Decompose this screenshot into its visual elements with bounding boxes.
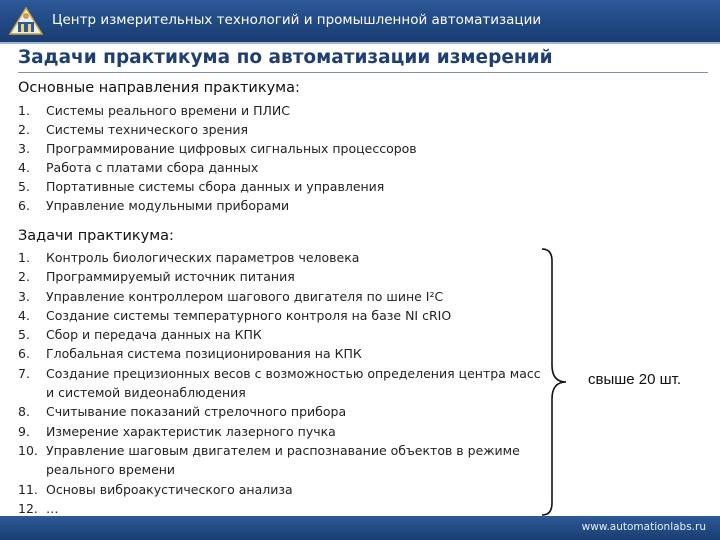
list-item: 9. Измерение характеристик лазерного пучка	[18, 423, 336, 439]
list-item: 10. Управление шаговым двигателем и распознавание объектов в режиме реального времени	[18, 442, 520, 478]
curly-brace-icon	[538, 247, 578, 517]
tasks-heading: Задачи практикума:	[18, 228, 174, 244]
list-item: 5. Сбор и передача данных на КПК	[18, 327, 262, 343]
university-logo-icon	[6, 4, 46, 38]
list-item: 7. Создание прецизионных весов с возможностью определения центра масс и системой видеонаблюдения	[18, 365, 541, 401]
list-item: 11. Основы виброакустического анализа	[18, 481, 293, 497]
list-item: 12. …	[18, 500, 59, 516]
list-item: 6. Управление модульными приборами	[18, 198, 290, 213]
title-divider	[18, 72, 708, 73]
directions-heading: Основные направления практикума:	[18, 80, 300, 96]
list-item: 3. Управление контроллером шагового двигателя по шине I²C	[18, 288, 444, 304]
directions-list	[18, 101, 417, 215]
list-item: 3. Программирование цифровых сигнальных процессоров	[18, 141, 417, 156]
tasks-list	[18, 248, 546, 518]
list-item: 2. Программируемый источник питания	[18, 269, 295, 285]
footer-bar	[0, 516, 720, 540]
list-item: 5. Портативные системы сбора данных и управления	[18, 179, 385, 194]
list-item: 2. Системы технического зрения	[18, 122, 249, 137]
list-item: 8. Считывание показаний стрелочного прибора	[18, 404, 347, 420]
header-divider	[0, 42, 720, 44]
list-item: 6. Глобальная система позиционирования на КПК	[18, 346, 362, 362]
header-title: Центр измерительных технологий и промышленной автоматизации	[52, 12, 542, 28]
header-bar	[0, 0, 720, 42]
list-item: 4. Создание системы температурного контроля на базе NI cRIO	[18, 307, 452, 323]
list-item: 1. Контроль биологических параметров человека	[18, 250, 360, 265]
summary-label: свыше 20 шт.	[588, 371, 682, 388]
footer-url[interactable]: www.automationlabs.ru	[581, 521, 706, 533]
page-title: Задачи практикума по автоматизации измерений	[18, 47, 553, 68]
list-item: 1. Системы реального времени и ПЛИС	[18, 103, 290, 118]
list-item: 4. Работа с платами сбора данных	[18, 160, 259, 175]
